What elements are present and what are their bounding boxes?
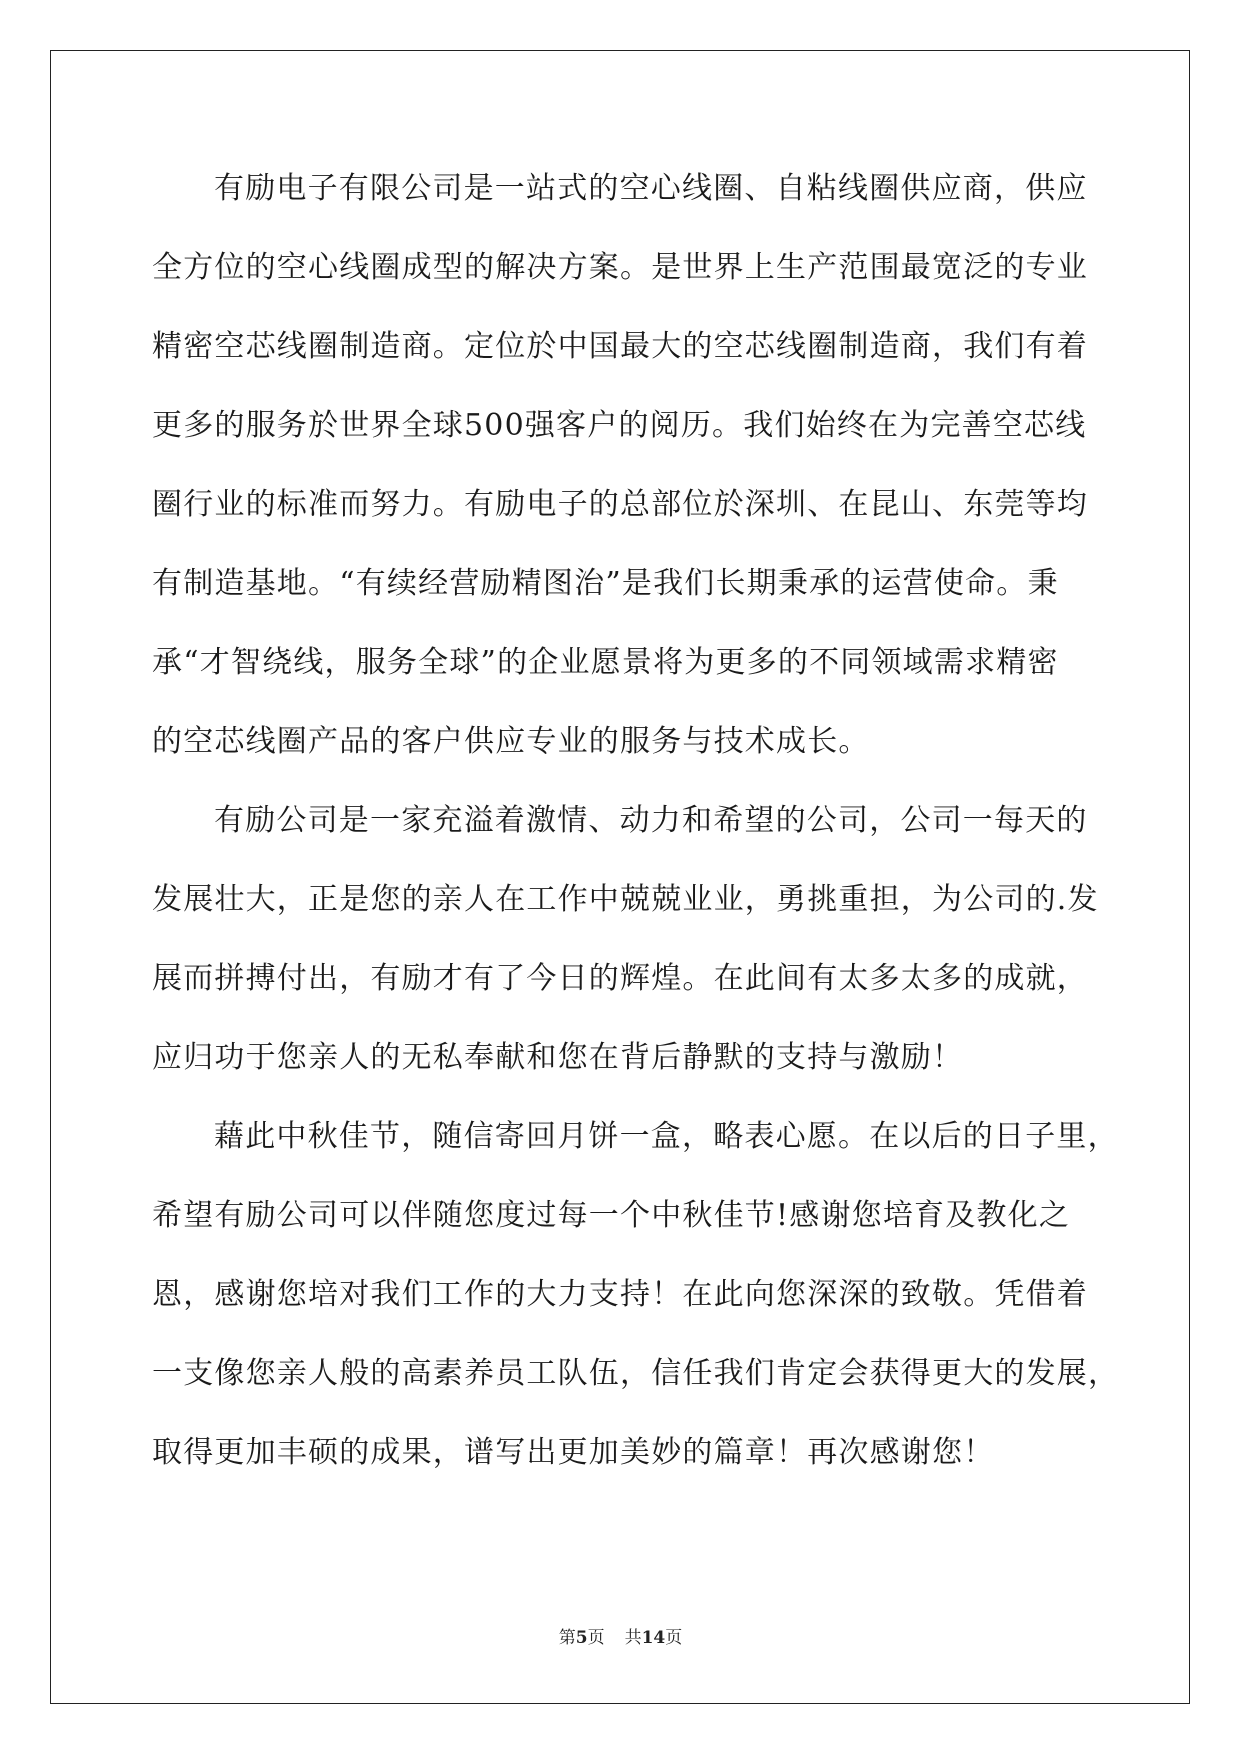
page-prefix: 第 xyxy=(558,1628,576,1648)
total-page-count: 14 xyxy=(641,1628,666,1648)
text-line: 有制造基地。“有续经营励精图治”是我们长期秉承的运营使命。秉 xyxy=(152,566,1059,601)
text-line: 一支像您亲人般的高素养员工队伍，信任我们肯定会获得更大的发展， xyxy=(152,1356,1120,1391)
text-line: 恩，感谢您培对我们工作的大力支持！在此向您深深的致敬。凭借着 xyxy=(152,1277,1088,1312)
text-line: 应归功于您亲人的无私奉献和您在背后静默的支持与激励！ xyxy=(152,1040,964,1075)
text-line: 更多的服务於世界全球500强客户的阅历。我们始终在为完善空芯线 xyxy=(152,408,1087,443)
text-line: 发展壮大，正是您的亲人在工作中兢兢业业，勇挑重担，为公司的.发 xyxy=(152,882,1099,917)
current-page-number: 5 xyxy=(575,1628,588,1648)
text-line: 的空芯线圈产品的客户供应专业的服务与技术成长。 xyxy=(152,724,870,759)
page-number-footer xyxy=(0,1623,1241,1648)
text-line: 希望有励公司可以伴随您度过每一个中秋佳节!感谢您培育及教化之 xyxy=(152,1198,1071,1233)
text-line: 展而拼搏付出，有励才有了今日的辉煌。在此间有太多太多的成就， xyxy=(152,961,1088,996)
text-line: 藉此中秋佳节，随信寄回月饼一盒，略表心愿。在以后的日子里， xyxy=(214,1119,1119,1154)
text-line: 承“才智绕线，服务全球”的企业愿景将为更多的不同领域需求精密 xyxy=(152,645,1059,680)
text-line: 有励公司是一家充溢着激情、动力和希望的公司，公司一每天的 xyxy=(214,803,1088,838)
paragraph-3 xyxy=(152,1109,1120,1504)
text-line: 精密空芯线圈制造商。定位於中国最大的空芯线圈制造商，我们有着 xyxy=(152,329,1088,364)
document-body xyxy=(152,161,1120,1504)
text-line: 取得更加丰硕的成果，谱写出更加美妙的篇章！再次感谢您！ xyxy=(152,1435,995,1470)
text-line: 有励电子有限公司是一站式的空心线圈、自粘线圈供应商，供应 xyxy=(214,171,1088,206)
text-line: 全方位的空心线圈成型的解决方案。是世界上生产范围最宽泛的专业 xyxy=(152,250,1088,285)
total-suffix: 页 xyxy=(665,1628,683,1648)
paragraph-1 xyxy=(152,161,1092,793)
page-suffix: 页 xyxy=(587,1628,605,1648)
total-prefix: 共 xyxy=(624,1628,642,1648)
paragraph-2 xyxy=(152,793,1099,1109)
text-line: 圈行业的标准而努力。有励电子的总部位於深圳、在昆山、东莞等均 xyxy=(152,487,1088,522)
